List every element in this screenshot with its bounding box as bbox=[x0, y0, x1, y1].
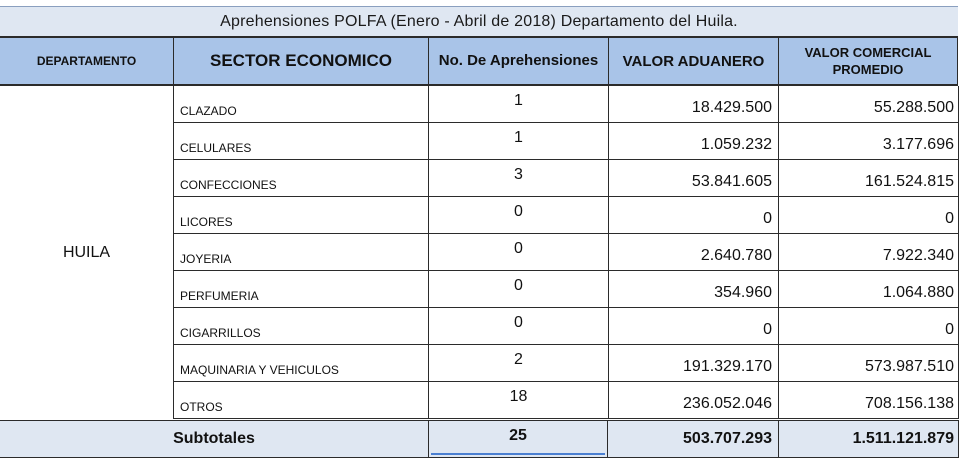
sector-cell: JOYERIA bbox=[173, 234, 428, 270]
count-cell: 0 bbox=[428, 271, 608, 307]
sector-cell: CONFECCIONES bbox=[173, 160, 428, 196]
sector-cell: CELULARES bbox=[173, 123, 428, 159]
table-row bbox=[173, 86, 959, 123]
aduanero-cell: 2.640.780 bbox=[608, 234, 778, 270]
header-departamento: DEPARTAMENTO bbox=[0, 36, 173, 86]
subtotal-label: Subtotales bbox=[173, 430, 255, 447]
comercial-cell: 3.177.696 bbox=[778, 123, 959, 159]
aduanero-cell: 0 bbox=[608, 197, 778, 233]
table-row bbox=[173, 123, 959, 160]
aduanero-cell: 53.841.605 bbox=[608, 160, 778, 196]
sector-cell: PERFUMERIA bbox=[173, 271, 428, 307]
count-cell: 3 bbox=[428, 160, 608, 196]
comercial-cell: 1.064.880 bbox=[778, 271, 959, 307]
sector-cell: CIGARRILLOS bbox=[173, 308, 428, 344]
count-cell: 0 bbox=[428, 308, 608, 344]
table-title: Aprehensiones POLFA (Enero - Abril de 2018) Departamento del Huila. bbox=[0, 6, 958, 37]
header-sector: SECTOR ECONOMICO bbox=[173, 36, 428, 86]
count-cell: 2 bbox=[428, 345, 608, 381]
sector-cell: LICORES bbox=[173, 197, 428, 233]
header-valor-aduanero: VALOR ADUANERO bbox=[608, 36, 778, 86]
sector-cell: MAQUINARIA Y VEHICULOS bbox=[173, 345, 428, 381]
subtotal-row bbox=[0, 420, 959, 458]
aduanero-cell: 1.059.232 bbox=[608, 123, 778, 159]
table-row bbox=[173, 160, 959, 197]
table-row bbox=[173, 197, 959, 234]
subtotal-aduanero: 503.707.293 bbox=[683, 430, 772, 447]
sector-cell: CLAZADO bbox=[173, 86, 428, 122]
comercial-cell: 0 bbox=[778, 197, 959, 233]
aduanero-cell: 236.052.046 bbox=[608, 382, 778, 418]
table-row bbox=[173, 308, 959, 345]
sector-cell: OTROS bbox=[173, 382, 428, 418]
comercial-cell: 573.987.510 bbox=[778, 345, 959, 381]
count-cell: 0 bbox=[428, 234, 608, 270]
comercial-cell: 708.156.138 bbox=[778, 382, 959, 418]
comercial-cell: 0 bbox=[778, 308, 959, 344]
aduanero-cell: 354.960 bbox=[608, 271, 778, 307]
header-aprehensiones: No. De Aprehensiones bbox=[428, 36, 608, 86]
count-cell: 0 bbox=[428, 197, 608, 233]
comercial-cell: 161.524.815 bbox=[778, 160, 959, 196]
table-row bbox=[173, 234, 959, 271]
count-cell: 18 bbox=[428, 382, 608, 418]
comercial-cell: 55.288.500 bbox=[778, 86, 959, 122]
table-body bbox=[173, 86, 959, 419]
aduanero-cell: 0 bbox=[608, 308, 778, 344]
table-row bbox=[173, 382, 959, 419]
departamento-cell: HUILA bbox=[62, 244, 111, 261]
aduanero-cell: 191.329.170 bbox=[608, 345, 778, 381]
subtotal-count[interactable]: 25 bbox=[428, 421, 608, 457]
table-row bbox=[173, 345, 959, 382]
aduanero-cell: 18.429.500 bbox=[608, 86, 778, 122]
header-valor-comercial: VALOR COMERCIAL PROMEDIO bbox=[778, 36, 958, 86]
subtotal-comercial: 1.511.121.879 bbox=[778, 421, 959, 457]
count-cell: 1 bbox=[428, 123, 608, 159]
table-row bbox=[173, 271, 959, 308]
count-cell: 1 bbox=[428, 86, 608, 122]
comercial-cell: 7.922.340 bbox=[778, 234, 959, 270]
